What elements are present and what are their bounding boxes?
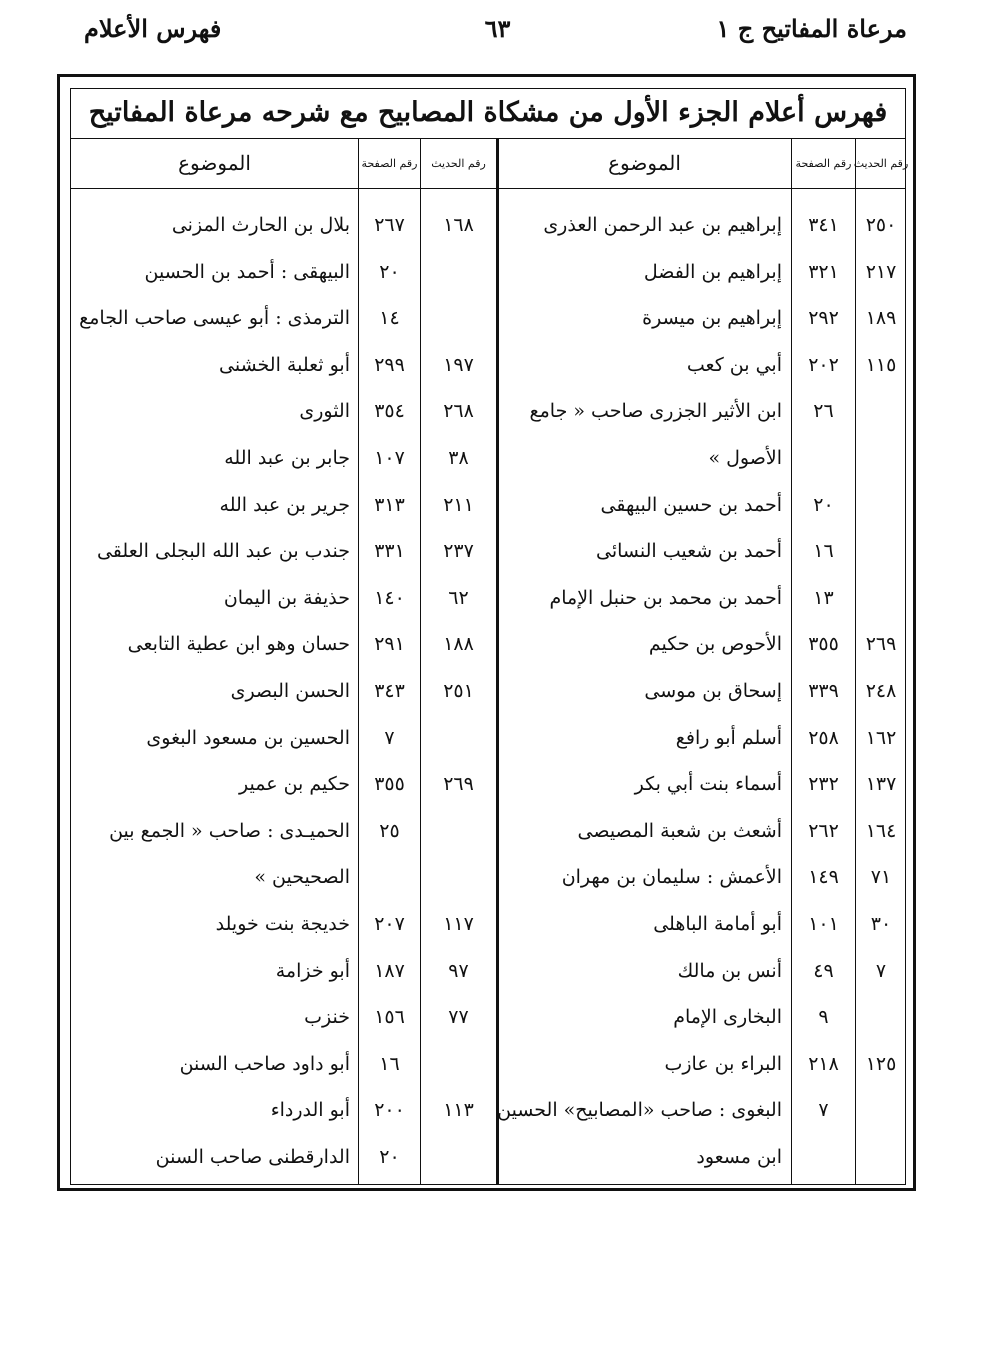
person-name-cell: خديجة بنت خويلد	[215, 913, 350, 935]
page-number-cell: ٢١٨	[808, 1052, 839, 1075]
person-name-cell: حكيم بن عمير	[239, 773, 350, 796]
person-name-cell: البغوى : صاحب «المصابيح» الحسين	[497, 1099, 782, 1122]
hadith-number-cell: ٣٠	[870, 913, 892, 935]
person-name-cell: أشعث بن شعبة المصيصى	[577, 819, 782, 842]
hadith-number-cell	[421, 1041, 496, 1087]
index-title: فهرس أعلام الجزء الأول من مشكاة المصابيح مع شرحه مرعاة المفاتيح	[88, 96, 888, 128]
hadith-number-cell: ٦٢	[448, 586, 469, 609]
hadith-number-cell: ١٨٩	[865, 307, 897, 330]
header-page-no-right: رقم الصفحة	[795, 156, 852, 170]
hadith-number-cell: ٢١٧	[865, 260, 897, 283]
person-name-cell: أبو خزامة	[275, 959, 350, 982]
running-header	[40, 14, 955, 54]
page-number-cell: ١٤٩	[808, 866, 839, 889]
page-number-cell: ٧	[384, 726, 395, 749]
person-name-cell: الثورى	[299, 400, 350, 423]
person-name-cell: أسماء بنت أبي بكر	[634, 773, 782, 796]
header-divider	[70, 188, 906, 189]
person-name-cell: حسان وهو ابن عطية التابعى	[127, 633, 350, 656]
page-number-cell: ٢٠٠	[374, 1099, 405, 1122]
person-name-cell: الترمذى : أبو عيسى صاحب الجامع	[79, 307, 350, 330]
person-name-cell: أبو أمامة الباهلى	[653, 913, 782, 935]
hadith-number-cell: ١١٥	[865, 353, 897, 376]
page-number-cell: ٢٠	[379, 260, 400, 283]
person-name-cell: خنزب	[304, 1006, 350, 1029]
page-number-cell: ٢٠	[379, 1146, 400, 1168]
hadith-number-cell: ٩٧	[448, 959, 469, 982]
hadith-number-cell: ٧٧	[448, 1006, 469, 1029]
person-name-cell: الحسن البصرى	[230, 680, 350, 702]
person-name-cell: الدارقطنى صاحب السنن	[155, 1146, 350, 1168]
hadith-number-cell: ٢١١	[443, 493, 474, 516]
hadith-number-cell	[421, 715, 496, 761]
page-number-cell: ٢٦	[813, 400, 834, 423]
page-number-cell: ٣٥٥	[808, 633, 839, 656]
page-number-cell: ١٠١	[808, 913, 839, 935]
person-name-cell: إبراهيم بن الفضل	[643, 260, 782, 283]
book-title-header: مرعاة المفاتيح ج ١	[716, 14, 907, 43]
page-number-cell: ١٤٠	[374, 586, 405, 609]
person-name-cell: حذيفة بن اليمان	[223, 586, 350, 609]
hadith-number-cell: ٢٥٠	[865, 214, 897, 236]
person-name-cell: البراء بن عازب	[664, 1052, 782, 1075]
person-name-cell: الأعمش : سليمان بن مهران	[561, 866, 782, 889]
header-topic-right: الموضوع	[608, 151, 681, 175]
page-number-cell: ٣٢١	[808, 260, 839, 283]
page-number-cell: ٢٥٨	[808, 726, 839, 749]
hadith-number-cell: ١٦٤	[865, 819, 897, 842]
center-column-divider	[496, 138, 499, 1185]
person-name-cell: جرير بن عبد الله	[219, 493, 350, 516]
person-name-cell: ابن الأثير الجزرى صاحب « جامع	[529, 400, 782, 423]
person-name-cell: أحمد بن محمد بن حنبل الإمام	[549, 586, 782, 609]
page-number-cell: ١٨٧	[374, 959, 405, 982]
page-number-cell: ٧	[818, 1099, 829, 1122]
person-name-cell: أحمد بن حسين البيهقى	[600, 493, 782, 516]
page-number-cell: ١٥٦	[374, 1006, 405, 1029]
hadith-number-cell	[856, 435, 906, 481]
page-number-cell: ٣٥٤	[374, 400, 405, 423]
page-number-cell: ١٠٧	[374, 447, 405, 469]
hadith-number-cell	[856, 1087, 906, 1133]
person-name-cell: أبو داود صاحب السنن	[179, 1052, 350, 1075]
page-number-cell: ٣٣٩	[808, 680, 839, 702]
header-hadith-no-right: رقم الحديث	[853, 156, 909, 170]
hadith-number-cell: ١١٣	[443, 1099, 474, 1122]
person-name-cell: إسحاق بن موسى	[644, 680, 782, 702]
page-number-cell: ٩	[818, 1006, 829, 1029]
page-number-cell: ٢٠٧	[374, 913, 405, 935]
page-number-cell: ٢٦٧	[374, 214, 405, 236]
hadith-number-cell	[856, 388, 906, 434]
person-name-cell: الصحيحين »	[254, 866, 350, 889]
person-name-cell: البخارى الإمام	[673, 1006, 782, 1029]
hadith-number-cell	[421, 249, 496, 295]
hadith-number-cell	[421, 1134, 496, 1180]
hadith-number-cell: ٢٦٩	[865, 633, 897, 656]
person-name-cell: أبي بن كعب	[686, 353, 782, 376]
page-number-cell: ٣٣١	[374, 540, 405, 563]
hadith-number-cell: ١١٧	[443, 913, 474, 935]
person-name-cell: إبراهيم بن ميسرة	[642, 307, 782, 330]
page-number-cell: ٢٣٢	[808, 773, 839, 796]
hadith-number-cell: ٢٥١	[443, 680, 474, 702]
hadith-number-cell: ١٢٥	[865, 1052, 897, 1075]
hadith-number-cell: ١٦٨	[443, 214, 474, 236]
hadith-number-cell	[856, 482, 906, 528]
page-number-cell	[792, 1134, 855, 1180]
header-topic-left: الموضوع	[178, 151, 251, 175]
person-name-cell: أحمد بن شعيب النسائى	[596, 540, 782, 563]
page-number-cell: ٢٦٢	[808, 819, 839, 842]
hadith-number-cell: ٢٦٨	[443, 400, 474, 423]
person-name-cell: الأحوص بن حكيم	[648, 633, 782, 656]
hadith-number-cell: ٢٦٩	[443, 773, 474, 796]
hadith-number-cell: ١٨٨	[443, 633, 474, 656]
page-number-cell	[792, 435, 855, 481]
page-number-cell: ١٦	[379, 1052, 400, 1075]
person-name-cell: بلال بن الحارث المزنى	[171, 214, 350, 236]
hadith-number-cell	[421, 295, 496, 341]
person-name-cell: أبو الدرداء	[270, 1099, 350, 1122]
page-number-cell	[359, 854, 420, 900]
page-number-cell: ٢٠	[813, 493, 834, 516]
person-name-cell: البيهقى : أحمد بن الحسين	[144, 260, 350, 283]
section-title-header: فهرس الأعلام	[84, 14, 222, 43]
hadith-number-cell	[421, 808, 496, 854]
hadith-number-cell	[856, 1134, 906, 1180]
header-page-no-left: رقم الصفحة	[361, 156, 418, 170]
page-number-cell: ٢٥	[379, 819, 400, 842]
page-number-cell: ٣٤٣	[374, 680, 405, 702]
page-number-cell: ٢٩٩	[374, 353, 405, 376]
person-name-cell: الأصول »	[708, 447, 782, 469]
hadith-number-cell	[856, 575, 906, 621]
title-divider	[70, 138, 906, 139]
person-name-cell: جابر بن عبد الله	[224, 447, 350, 469]
hadith-number-cell	[421, 854, 496, 900]
hadith-number-cell: ٢٣٧	[443, 540, 474, 563]
header-hadith-no-left: رقم الحديث	[431, 156, 486, 170]
person-name-cell: ابن مسعود	[696, 1146, 782, 1168]
hadith-number-cell	[856, 528, 906, 574]
page-number-cell: ٣٥٥	[374, 773, 405, 796]
page-number-cell: ٢٩١	[374, 633, 405, 656]
page-number: ٦٣	[484, 14, 511, 43]
hadith-number-cell: ١٩٧	[443, 353, 474, 376]
page-number-cell: ١٦	[813, 540, 834, 563]
person-name-cell: الحسين بن مسعود البغوى	[146, 726, 350, 749]
page-number-cell: ٢٠٢	[808, 353, 839, 376]
hadith-number-cell: ١٣٧	[865, 773, 897, 796]
page-number-cell: ٢٩٢	[808, 307, 839, 330]
hadith-number-cell: ٣٨	[448, 447, 469, 469]
page-number-cell: ٤٩	[813, 959, 834, 982]
person-name-cell: أسلم أبو رافع	[675, 726, 782, 749]
page-number-cell: ١٤	[379, 307, 400, 330]
person-name-cell: إبراهيم بن عبد الرحمن العذرى	[543, 214, 782, 236]
person-name-cell: أنس بن مالك	[677, 959, 782, 982]
person-name-cell: جندب بن عبد الله البجلى العلقى	[96, 540, 350, 563]
hadith-number-cell: ٧١	[870, 866, 892, 889]
person-name-cell: أبو ثعلبة الخشنى	[219, 353, 350, 376]
person-name-cell: الحميـدى : صاحب « الجمع بين	[109, 819, 350, 842]
page-number-cell: ٣٤١	[808, 214, 839, 236]
hadith-number-cell: ٢٤٨	[865, 680, 897, 702]
hadith-number-cell: ١٦٢	[865, 726, 897, 749]
hadith-number-cell: ٧	[875, 959, 887, 982]
hadith-number-cell	[856, 994, 906, 1040]
page-number-cell: ١٣	[813, 586, 834, 609]
page-number-cell: ٣١٣	[374, 493, 405, 516]
